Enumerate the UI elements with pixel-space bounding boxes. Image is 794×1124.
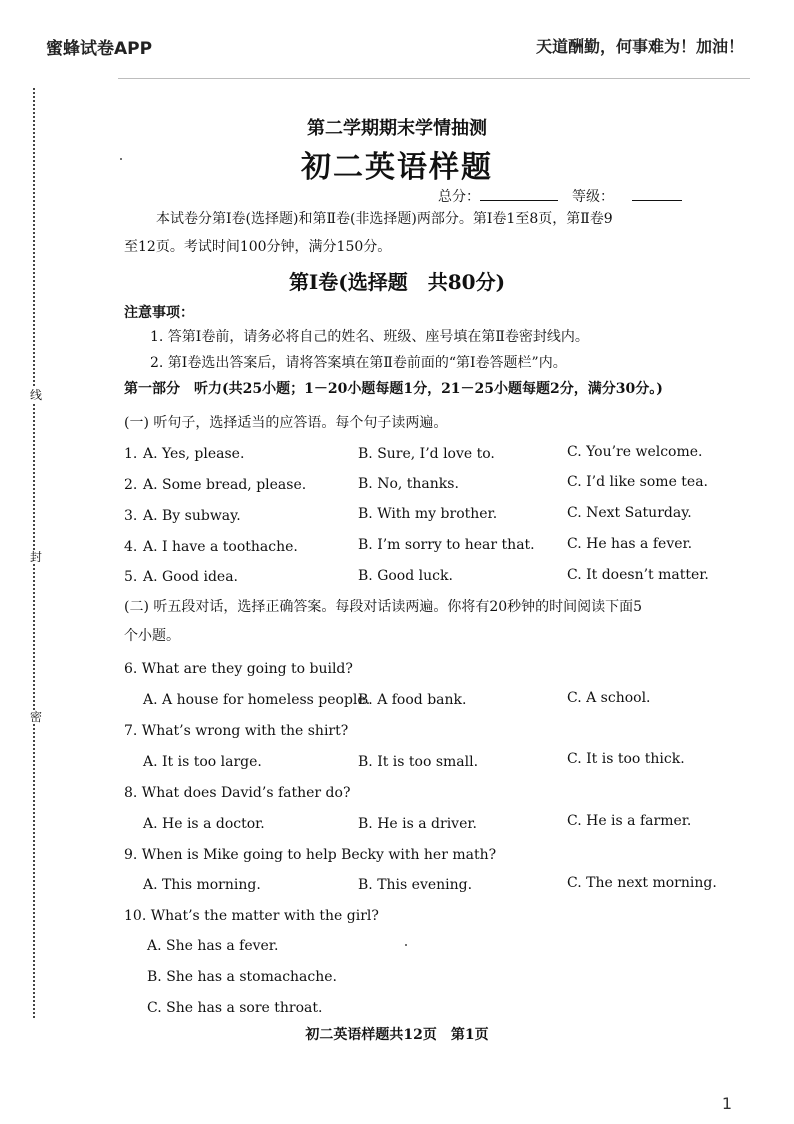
score-line — [438, 188, 682, 206]
notice-item-2: 2. 第Ⅰ卷选出答案后，请将答案填在第Ⅱ卷前面的“第Ⅰ卷答题栏”内。 — [150, 355, 567, 371]
question-text: 7. What’s wrong with the shirt? — [124, 723, 349, 739]
app-name: 蜜蜂试卷APP — [46, 39, 153, 59]
scan-speck — [120, 158, 122, 160]
option-b: B. I’m sorry to hear that. — [358, 537, 535, 553]
binding-char-line: 线 — [29, 388, 42, 402]
option-b: B. Good luck. — [358, 568, 453, 584]
notice-item-1: 1. 答第Ⅰ卷前，请务必将自己的姓名、班级、座号填在第Ⅱ卷密封线内。 — [150, 329, 589, 345]
question-number: 1. — [124, 446, 138, 462]
option-c: C. He is a farmer. — [567, 813, 692, 829]
option-c: C. A school. — [567, 690, 651, 706]
question-text: 9. When is Mike going to help Becky with her math? — [124, 847, 497, 863]
question-number: 2. — [124, 477, 138, 493]
page-footer: 初二英语样题共12页 第1页 — [305, 1027, 489, 1043]
app-slogan: 天道酬勤，何事难为！加油！ — [535, 37, 744, 56]
option-a: A. It is too large. — [143, 754, 262, 770]
option-a: A. By subway. — [143, 508, 241, 524]
option-c: C. The next morning. — [567, 875, 717, 891]
score-blank — [480, 188, 558, 201]
notice-title: 注意事项： — [124, 305, 194, 321]
grade-blank — [632, 194, 682, 201]
option-a: A. Good idea. — [143, 569, 238, 585]
option-a: A. Some bread, please. — [143, 477, 307, 493]
option-a: A. A house for homeless people. — [143, 692, 371, 708]
option-b: B. A food bank. — [358, 692, 467, 708]
exam-subtitle: 第二学期期末学情抽测 — [307, 118, 487, 139]
question-text: 8. What does David’s father do? — [124, 785, 351, 801]
exam-title: 初二英语样题 — [301, 150, 493, 185]
question-number: 4. — [124, 539, 138, 555]
binding-char-seal: 封 — [29, 550, 42, 564]
option-b: B. Sure, I’d love to. — [358, 446, 495, 462]
option-a: A. She has a fever. — [147, 938, 279, 954]
section-2-heading: (二) 听五段对话，选择正确答案。每段对话读两遍。你将有20秒钟的时间阅读下面5 — [124, 599, 643, 615]
option-b: B. He is a driver. — [358, 816, 477, 832]
option-a: A. Yes, please. — [143, 446, 245, 462]
score-label: 总分： — [438, 189, 480, 205]
option-b: B. This evening. — [358, 877, 473, 893]
question-text: 10. What’s the matter with the girl? — [124, 908, 379, 924]
option-c: C. He has a fever. — [567, 536, 693, 552]
option-b: B. It is too small. — [358, 754, 479, 770]
option-a: A. I have a toothache. — [143, 539, 298, 555]
option-b: B. No, thanks. — [358, 476, 459, 492]
binding-char-secret: 密 — [29, 710, 42, 724]
option-a: A. This morning. — [143, 877, 261, 893]
option-c: C. She has a sore throat. — [147, 1000, 323, 1016]
grade-label: 等级： — [572, 189, 614, 205]
option-c: C. I’d like some tea. — [567, 474, 709, 490]
option-c: C. Next Saturday. — [567, 505, 692, 521]
option-a: A. He is a doctor. — [143, 816, 265, 832]
option-c: C. It doesn’t matter. — [567, 567, 709, 583]
question-number: 3. — [124, 508, 138, 524]
page-number: 1 — [721, 1094, 732, 1113]
option-b: B. With my brother. — [358, 506, 498, 522]
scan-speck — [405, 944, 407, 946]
intro-line-2: 至12页。考试时间100分钟，满分150分。 — [124, 239, 392, 255]
part-1-heading: 第一部分 听力(共25小题；1－20小题每题1分，21－25小题每题2分，满分30分。) — [124, 381, 663, 397]
question-number: 5. — [124, 569, 138, 585]
option-b: B. She has a stomachache. — [147, 969, 337, 985]
option-c: C. It is too thick. — [567, 751, 685, 767]
section-2-heading-cont: 个小题。 — [124, 628, 180, 644]
intro-line-1: 本试卷分第Ⅰ卷(选择题)和第Ⅱ卷(非选择题)两部分。第Ⅰ卷1至8页，第Ⅱ卷9 — [156, 211, 613, 227]
question-text: 6. What are they going to build? — [124, 661, 353, 677]
option-c: C. You’re welcome. — [567, 444, 703, 460]
section-1-heading: (一) 听句子，选择适当的应答语。每个句子读两遍。 — [124, 415, 448, 431]
volume-heading: 第Ⅰ卷(选择题 共80分) — [288, 270, 506, 294]
